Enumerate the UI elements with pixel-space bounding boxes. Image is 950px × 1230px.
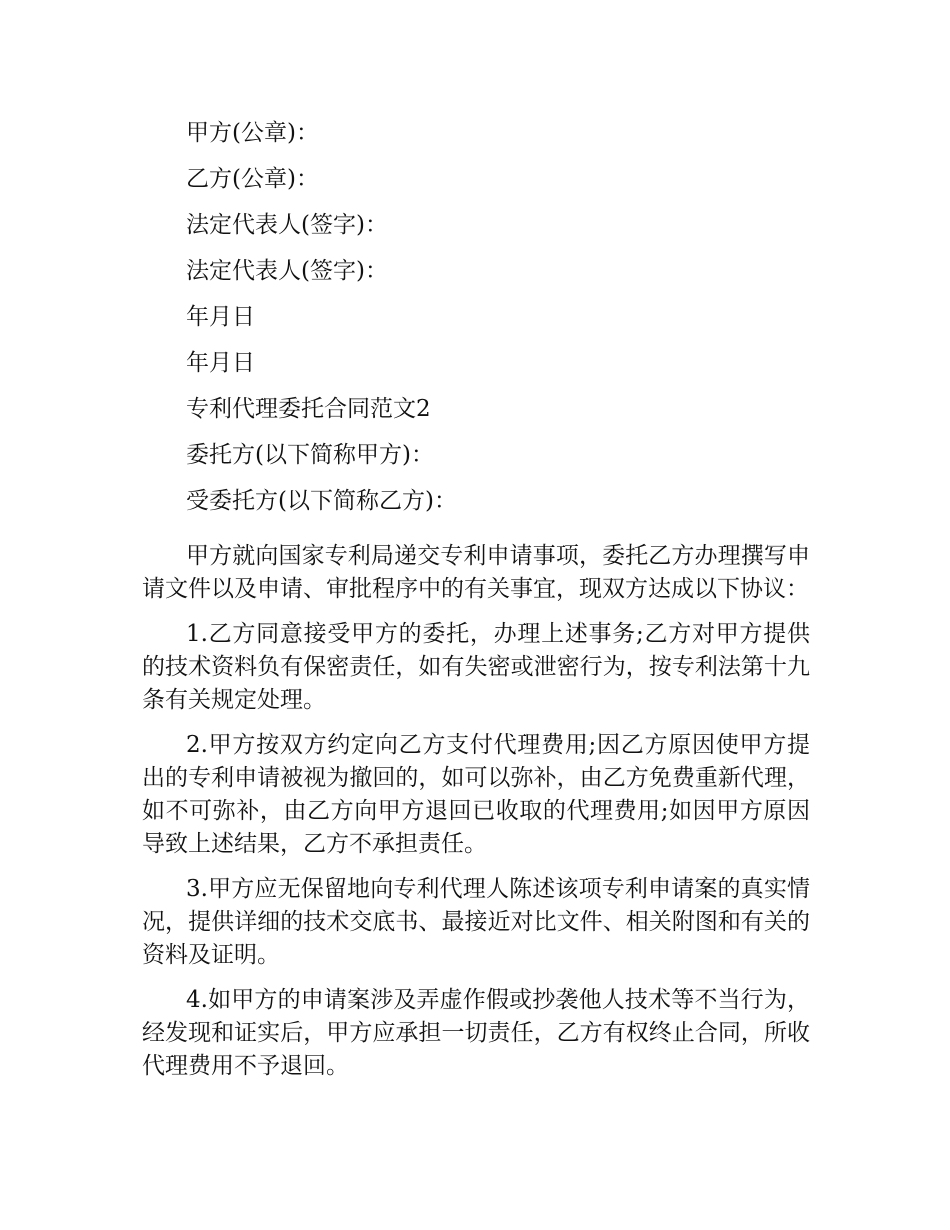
date-line: 年月日 — [186, 350, 255, 376]
agent-party-line: 受委托方(以下简称乙方)： — [186, 488, 457, 514]
legal-rep-signature-line: 法定代表人(签字)： — [186, 258, 388, 284]
legal-rep-signature-line: 法定代表人(签字)： — [186, 212, 388, 238]
client-party-line: 委托方(以下简称甲方)： — [186, 442, 434, 468]
intro-paragraph: 甲方就向国家专利局递交专利申请事项，委托乙方办理撰写申请文件以及申请、审批程序中的有关事宜，现双方达成以下协议： — [142, 543, 810, 602]
section-title: 专利代理委托合同范文2 — [186, 396, 431, 422]
party-b-seal-line: 乙方(公章)： — [186, 166, 319, 192]
clause-paragraph: 2.甲方按双方约定向乙方支付代理费用;因乙方原因使甲方提出的专利申请被视为撤回的，如可以弥补，由乙方免费重新代理，如不可弥补，由乙方向甲方退回已收取的代理费用;如因甲方原因导致上述结果，乙方不承担责任。 — [142, 732, 810, 857]
clause-paragraph: 3.甲方应无保留地向专利代理人陈述该项专利申请案的真实情况，提供详细的技术交底书、最接近对比文件、相关附图和有关的资料及证明。 — [142, 876, 810, 968]
party-a-seal-line: 甲方(公章)： — [186, 120, 319, 146]
clause-paragraph: 1.乙方同意接受甲方的委托，办理上述事务;乙方对甲方提供的技术资料负有保密责任，如有失密或泄密行为，按专利法第十九条有关规定处理。 — [142, 621, 810, 713]
date-line: 年月日 — [186, 304, 255, 330]
clause-paragraph: 4.如甲方的申请案涉及弄虚作假或抄袭他人技术等不当行为，经发现和证实后，甲方应承担一切责任，乙方有权终止合同，所收代理费用不予退回。 — [142, 987, 810, 1079]
